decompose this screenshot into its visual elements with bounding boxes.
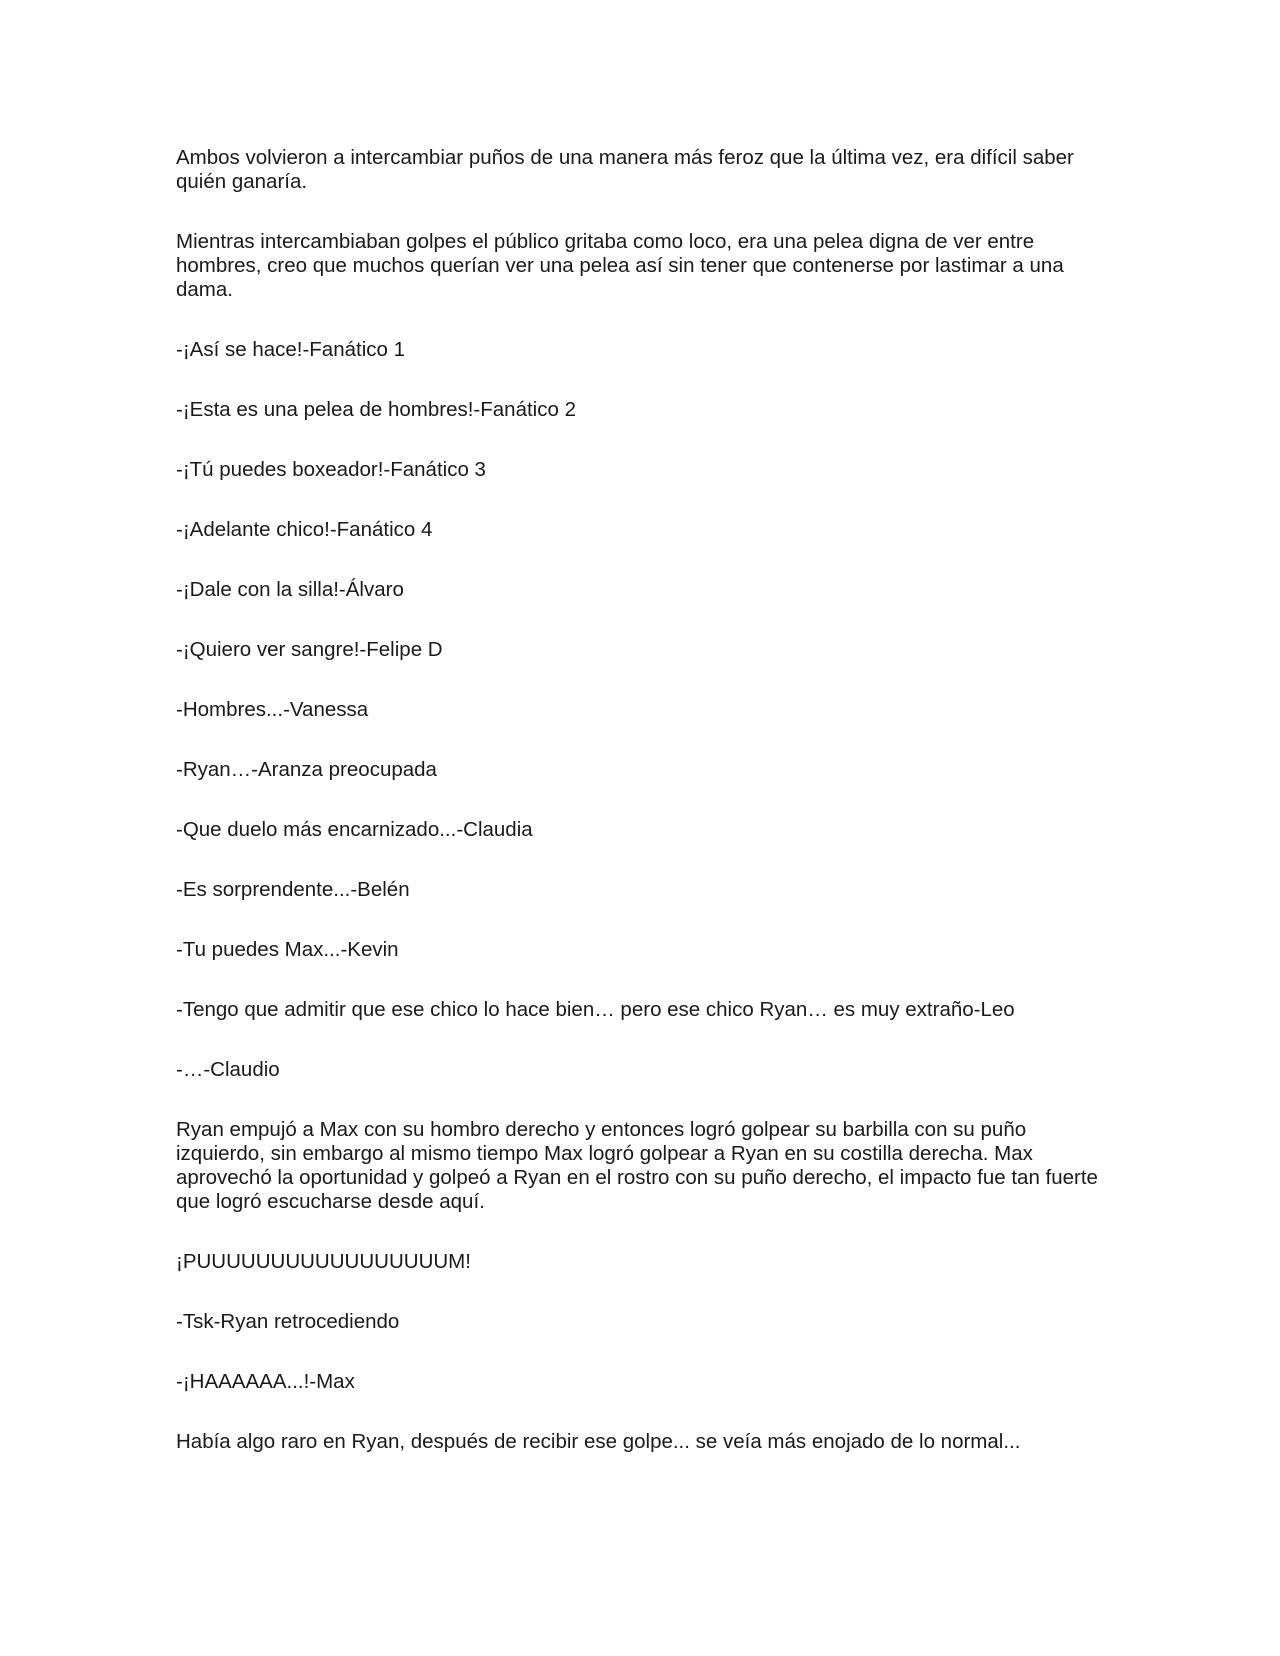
dialogue-line-belen: -Es sorprendente...-Belén	[176, 878, 410, 901]
dialogue-line-claudio: -…-Claudio	[176, 1058, 280, 1081]
dialogue-line-kevin: -Tu puedes Max...-Kevin	[176, 938, 399, 961]
document-body	[176, 146, 1106, 1490]
dialogue-line-alvaro: -¡Dale con la silla!-Álvaro	[176, 578, 404, 601]
dialogue-line-ryan: -Tsk-Ryan retrocediendo	[176, 1310, 400, 1333]
dialogue-line-fan-2: -¡Esta es una pelea de hombres!-Fanático 2	[176, 398, 576, 421]
dialogue-line-aranza: -Ryan…-Aranza preocupada	[176, 758, 437, 781]
paragraph-narration-2: Mientras intercambiaban golpes el público gritaba como loco, era una pelea digna de ver entre hombres, creo que muchos querían ver una pelea así sin tener que contenerse por lastimar a una dama.	[176, 230, 1064, 301]
paragraph-narration-4: Había algo raro en Ryan, después de recibir ese golpe... se veía más enojado de lo normal...	[176, 1430, 1021, 1453]
paragraph-narration-1: Ambos volvieron a intercambiar puños de una manera más feroz que la última vez, era difícil saber quién ganaría.	[176, 146, 1074, 193]
dialogue-line-claudia: -Que duelo más encarnizado...-Claudia	[176, 818, 533, 841]
dialogue-line-felipe: -¡Quiero ver sangre!-Felipe D	[176, 638, 443, 661]
dialogue-line-fan-3: -¡Tú puedes boxeador!-Fanático 3	[176, 458, 486, 481]
dialogue-line-max: -¡HAAAAAA...!-Max	[176, 1370, 355, 1393]
dialogue-line-leo: -Tengo que admitir que ese chico lo hace bien… pero ese chico Ryan… es muy extraño-Leo	[176, 998, 1015, 1021]
paragraph-narration-3: Ryan empujó a Max con su hombro derecho y entonces logró golpear su barbilla con su puño izquierdo, sin embargo al mismo tiempo Max logró golpear a Ryan en su costilla derecha. Max aprovechó la oportunidad y golpeó a Ryan en el rostro con su puño derecho, el impacto fue tan fuerte que logró escucharse desde aquí.	[176, 1118, 1098, 1213]
dialogue-line-fan-4: -¡Adelante chico!-Fanático 4	[176, 518, 433, 541]
dialogue-line-vanessa: -Hombres...-Vanessa	[176, 698, 369, 721]
dialogue-line-fan-1: -¡Así se hace!-Fanático 1	[176, 338, 406, 361]
sound-effect-line: ¡PUUUUUUUUUUUUUUUUUM!	[176, 1250, 471, 1273]
